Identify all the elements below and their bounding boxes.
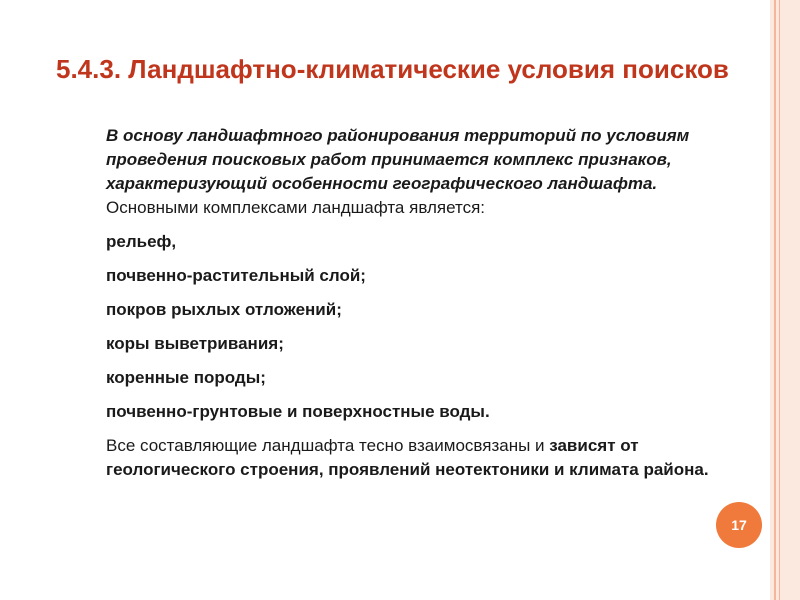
- list-item-label: почвенно-растительный слой;: [106, 266, 366, 285]
- list-item: [80, 400, 720, 424]
- right-decorative-line: [774, 0, 776, 600]
- conclusion-bold-text: зависят от геологического строения, проявлений неотектоники и климата района.: [106, 436, 709, 479]
- intro-paragraph: [80, 124, 720, 220]
- slide-title: 5.4.3. Ландшафтно-климатические условия поисков: [56, 54, 729, 84]
- list-item: [80, 230, 720, 254]
- slide-content: [80, 124, 720, 492]
- conclusion-regular-text: Все составляющие ландшафта тесно взаимосвязаны и: [106, 436, 550, 455]
- page-number: 17: [731, 517, 747, 533]
- list-item: [80, 298, 720, 322]
- right-decorative-line-thin: [779, 0, 780, 600]
- list-item: [80, 264, 720, 288]
- list-item-label: покров рыхлых отложений;: [106, 300, 342, 319]
- page-number-badge: [716, 502, 762, 548]
- list-item-label: коры выветривания;: [106, 334, 284, 353]
- intro-bold-italic-text: В основу ландшафтного районирования территорий по условиям проведения поисковых работ принимается комплекс признаков, характеризующий особенности географического ландшафта.: [106, 126, 690, 193]
- conclusion-paragraph: [80, 434, 720, 482]
- list-item: [80, 366, 720, 390]
- list-item: [80, 332, 720, 356]
- list-item-label: рельеф,: [106, 232, 177, 251]
- list-item-label: почвенно-грунтовые и поверхностные воды.: [106, 402, 490, 421]
- intro-regular-text: Основными комплексами ландшафта является:: [106, 198, 485, 217]
- list-item-label: коренные породы;: [106, 368, 266, 387]
